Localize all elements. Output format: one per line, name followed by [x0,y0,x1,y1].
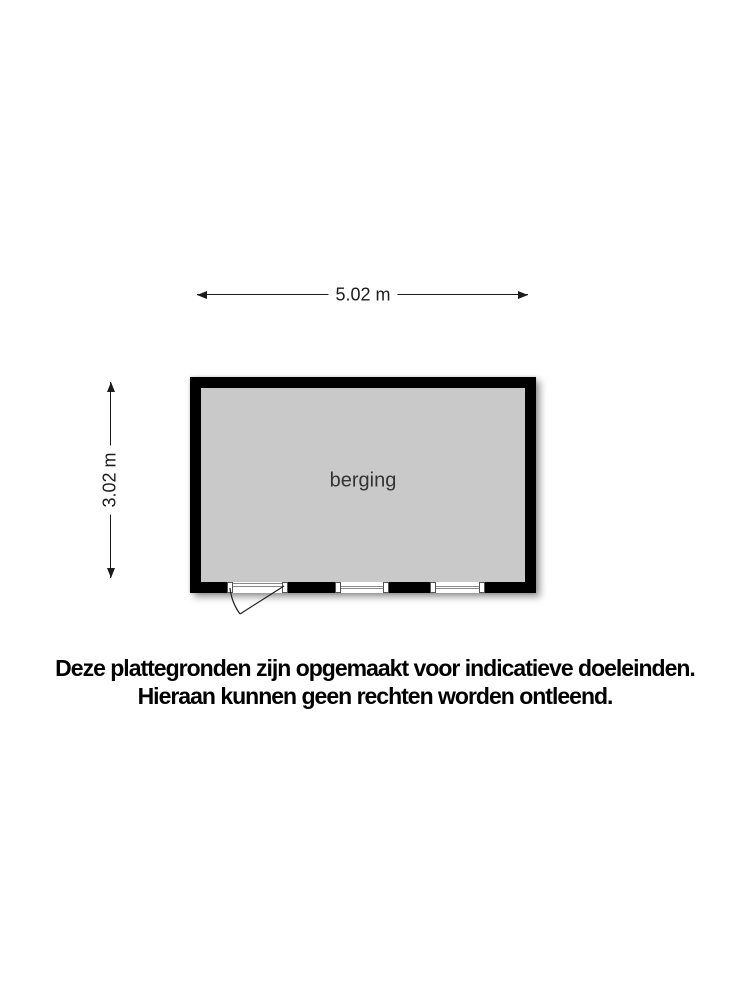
window-jamb-right [383,582,389,593]
door-arc [230,588,240,614]
arrow-left-icon [197,291,207,299]
height-dimension-label: 3.02 m [100,445,121,514]
door-swing-icon [210,580,300,625]
window-jamb-right [479,582,485,593]
arrow-right-icon [518,291,528,299]
disclaimer-line2: Hieraan kunnen geen rechten worden ontleend. [137,683,613,709]
window-glass [436,582,479,593]
width-dimension-label: 5.02 m [328,285,397,306]
disclaimer-line1: Deze plattegronden zijn opgemaakt voor indicatieve doeleinden. [55,655,695,681]
window-glass [341,582,383,593]
arrow-up-icon [107,382,115,392]
window [335,582,389,593]
arrow-down-icon [107,568,115,578]
door-leaf [240,586,284,614]
disclaimer-text [0,654,750,710]
room-label: berging [329,469,397,492]
window [430,582,485,593]
